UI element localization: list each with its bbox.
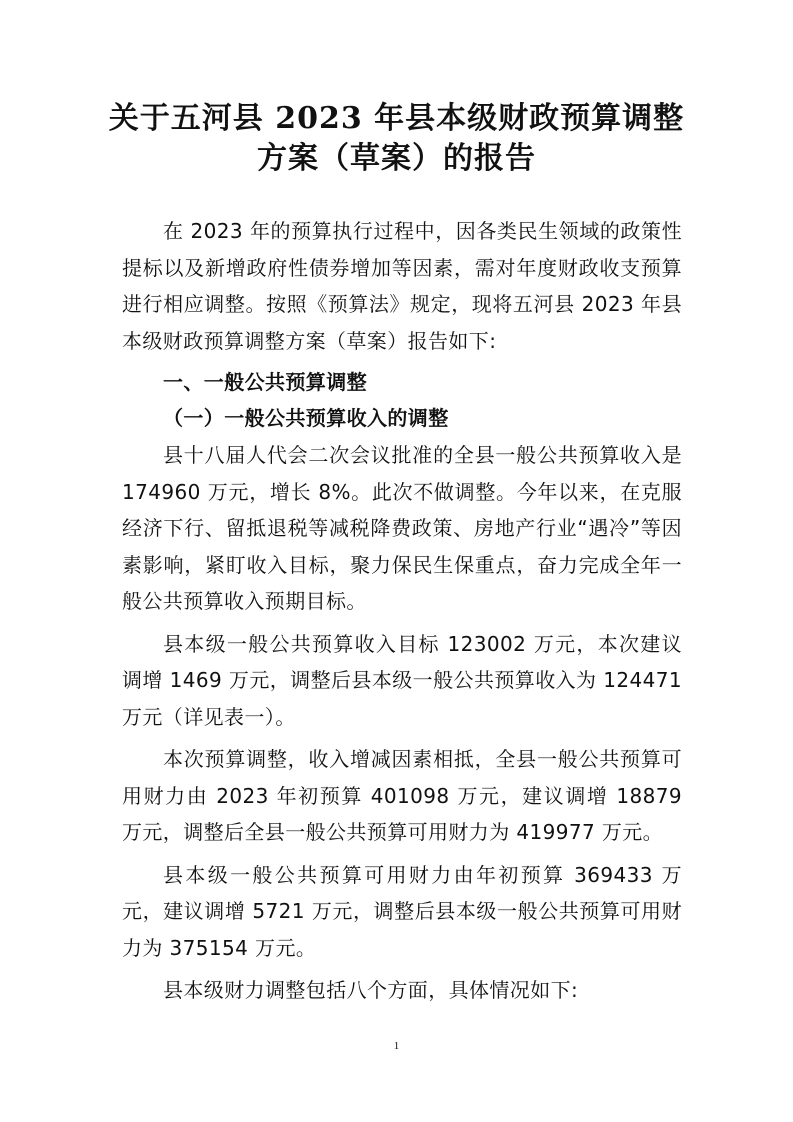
body-paragraph: 县本级一般公共预算可用财力由年初预算 369433 万元，建议调增 5721 万元，调整后县本级一般公共预算可用财力为 375154 万元。 bbox=[122, 862, 682, 960]
document-title-line-2: 方案（草案）的报告 bbox=[257, 141, 536, 176]
body-paragraph: 本次预算调整，收入增减因素相抵，全县一般公共预算可用财力由 2023 年初预算 401098 万元，建议调增 18879 万元，调整后全县一般公共预算可用财力为 419977 万元。 bbox=[122, 747, 682, 844]
body-paragraph: 县本级财力调整包括八个方面，具体情况如下: bbox=[163, 978, 579, 1002]
document-title-line-1: 关于五河县 2023 年县本级财政预算调整 bbox=[108, 101, 685, 136]
section-heading: 一、一般公共预算调整 bbox=[163, 370, 367, 394]
intro-paragraph-block bbox=[122, 213, 682, 359]
page-number: 1 bbox=[393, 1040, 400, 1052]
body-paragraph: 县十八届人代会二次会议批准的全县一般公共预算收入是 174960 万元，增长 8%。此次不做调整。今年以来，在克服经济下行、留抵退税等减税降费政策、房地产行业“遇冷”等因素影响，紧盯收入目标，聚力保民生保重点，奋力完成全年一般公共预算收入预期目标。 bbox=[122, 443, 682, 613]
section-body bbox=[122, 437, 682, 1009]
subsection-heading: （一）一般公共预算收入的调整 bbox=[163, 406, 449, 430]
body-paragraph: 县本级一般公共预算收入目标 123002 万元，本次建议调增 1469 万元，调整后县本级一般公共预算收入为 124471 万元（详见表一）。 bbox=[122, 631, 682, 729]
intro-paragraph: 在 2023 年的预算执行过程中，因各类民生领域的政策性提标以及新增政府性债券增加等因素，需对年度财政收支预算进行相应调整。按照《预算法》规定，现将五河县 2023 年县本级财政预算调整方案（草案）报告如下: bbox=[122, 219, 682, 353]
